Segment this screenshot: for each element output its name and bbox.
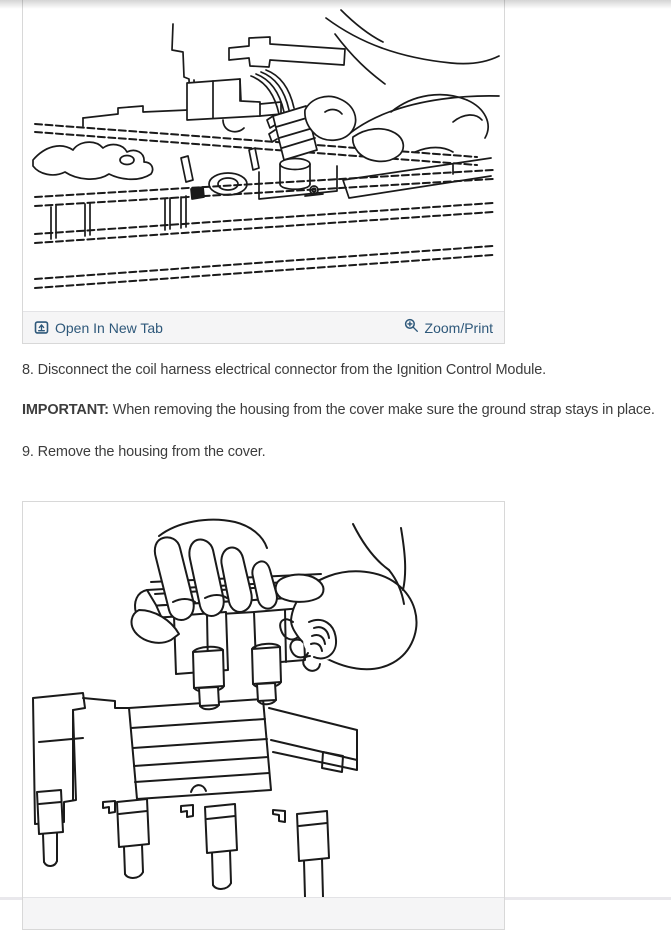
figure2-toolbar <box>23 897 504 929</box>
figure2-illustration-remove-housing <box>23 502 504 897</box>
open-in-new-tab-link[interactable] <box>34 320 163 336</box>
zoom-plus-icon <box>404 318 419 333</box>
step-9-text: 9. Remove the housing from the cover. <box>22 444 266 460</box>
step-8-text: 8. Disconnect the coil harness electrical connector from the Ignition Control Module. <box>22 362 547 378</box>
important-label: IMPORTANT: <box>22 402 109 418</box>
figure-box-2 <box>22 501 505 930</box>
figure1-toolbar <box>23 311 504 343</box>
open-in-new-tab-icon <box>34 320 49 335</box>
open-in-new-tab-label: Open In New Tab <box>55 319 163 336</box>
zoom-print-link[interactable] <box>404 320 493 336</box>
zoom-print-label: Zoom/Print <box>424 319 493 336</box>
important-note: IMPORTANT: When removing the housing from the cover make sure the ground strap stays in place. <box>22 402 655 418</box>
figure-box-1 <box>22 0 505 344</box>
figure1-illustration-disconnect-coil-harness <box>23 0 504 311</box>
